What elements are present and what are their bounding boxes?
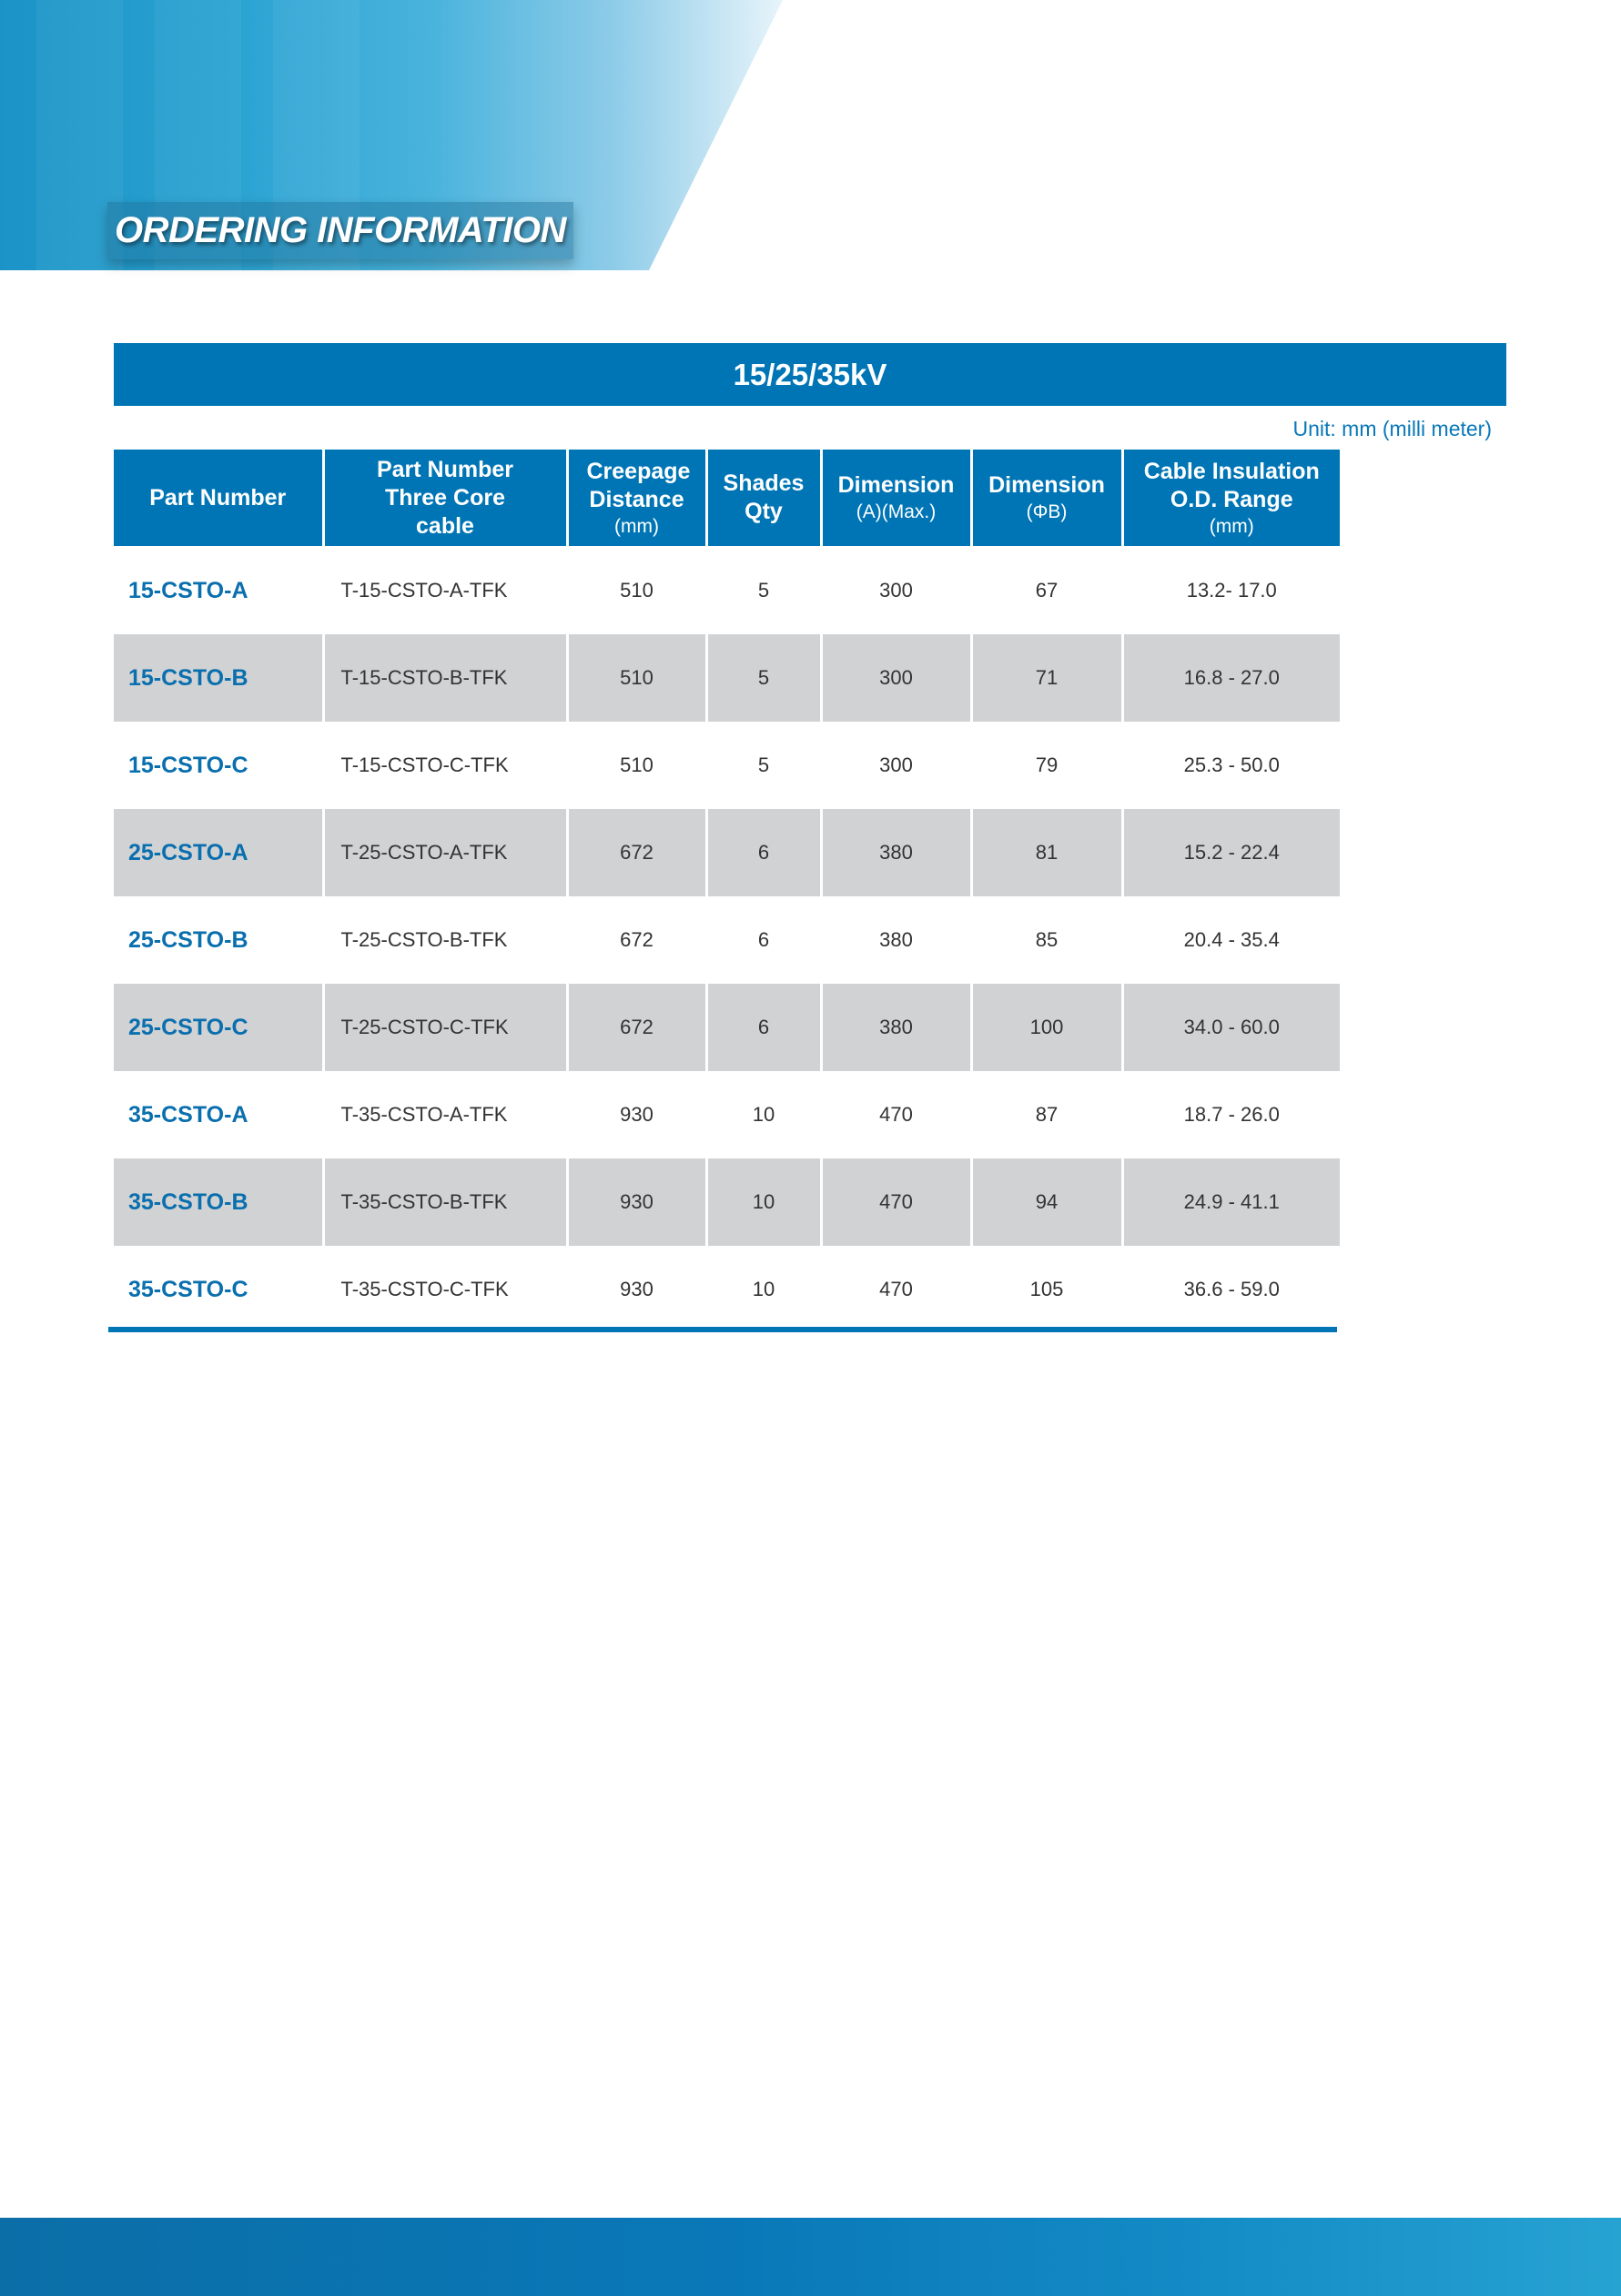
table-cell: 300	[821, 634, 971, 722]
column-header-label: Shades Qty	[723, 470, 805, 524]
ordering-table	[114, 450, 1340, 1333]
three-core-part-number-cell: T-35-CSTO-C-TFK	[323, 1246, 567, 1333]
column-header	[706, 450, 821, 547]
table-cell: 380	[821, 984, 971, 1071]
table-cell: 930	[567, 1071, 706, 1158]
table-cell: 300	[821, 547, 971, 635]
table-cell: 34.0 - 60.0	[1122, 984, 1340, 1071]
table-cell: 24.9 - 41.1	[1122, 1158, 1340, 1246]
column-header	[114, 450, 323, 547]
table-cell: 15.2 - 22.4	[1122, 809, 1340, 896]
column-header-label: Part Number	[149, 484, 287, 511]
three-core-part-number-cell: T-15-CSTO-A-TFK	[323, 547, 567, 635]
table-cell: 85	[971, 896, 1122, 984]
table-cell: 470	[821, 1158, 971, 1246]
column-header	[821, 450, 971, 547]
table-cell: 13.2- 17.0	[1186, 579, 1277, 602]
part-number-cell: 35-CSTO-A	[114, 1071, 323, 1158]
column-header-label: Part Number Three Core cable	[376, 456, 514, 539]
column-header	[567, 450, 706, 547]
table-bottom-rule	[108, 1327, 1337, 1332]
page-title: ORDERING INFORMATION	[115, 210, 566, 250]
table-cell: 105	[971, 1246, 1122, 1333]
column-header-unit: (ΦB)	[1026, 501, 1068, 522]
table-row	[114, 1071, 1340, 1158]
column-header-unit: (A)(Max.)	[856, 501, 937, 522]
part-number-cell: 35-CSTO-B	[114, 1158, 323, 1246]
table-cell: 5	[706, 722, 821, 809]
three-core-part-number-cell: T-15-CSTO-C-TFK	[323, 722, 567, 809]
column-header	[323, 450, 567, 547]
three-core-part-number-cell: T-25-CSTO-B-TFK	[323, 896, 567, 984]
table-cell: 300	[821, 722, 971, 809]
table-cell: 16.8 - 27.0	[1122, 634, 1340, 722]
table-cell: 930	[567, 1158, 706, 1246]
table-row	[114, 634, 1340, 722]
column-header-unit: (mm)	[1209, 515, 1254, 537]
part-number-cell: 25-CSTO-A	[114, 809, 323, 896]
table-cell: 672	[567, 984, 706, 1071]
table-cell: 36.6 - 59.0	[1183, 1278, 1280, 1300]
column-header-label: Dimension	[988, 472, 1105, 498]
column-header-label: Cable Insulation O.D. Range	[1143, 458, 1320, 512]
table-cell: 380	[821, 809, 971, 896]
table-cell: 67	[971, 547, 1122, 635]
table-row	[114, 1246, 1340, 1333]
table-cell: 380	[821, 896, 971, 984]
table-cell: 6	[706, 896, 821, 984]
table-row	[114, 809, 1340, 896]
part-number-cell: 25-CSTO-C	[114, 984, 323, 1071]
table-cell: 25.3 - 50.0	[1183, 754, 1280, 776]
table-cell: 470	[821, 1071, 971, 1158]
part-number-cell: 15-CSTO-C	[114, 722, 323, 809]
column-header-label: Creepage Distance	[586, 458, 691, 512]
table-cell: 6	[706, 809, 821, 896]
table-cell: 20.4 - 35.4	[1183, 928, 1280, 951]
voltage-class-banner: 15/25/35kV	[114, 343, 1506, 406]
three-core-part-number-cell: T-15-CSTO-B-TFK	[323, 634, 567, 722]
footer-band	[0, 2218, 1621, 2296]
table-cell: 510	[567, 634, 706, 722]
table-cell: 81	[971, 809, 1122, 896]
three-core-part-number-cell: T-35-CSTO-B-TFK	[323, 1158, 567, 1246]
table-cell: 930	[567, 1246, 706, 1333]
table-cell: 470	[821, 1246, 971, 1333]
column-header-label: Dimension	[837, 472, 955, 498]
table-cell: 672	[567, 809, 706, 896]
unit-note: Unit: mm (milli meter)	[1292, 417, 1492, 440]
table-row	[114, 1158, 1340, 1246]
table-body	[114, 547, 1340, 1334]
table-row	[114, 722, 1340, 809]
table-row	[114, 984, 1340, 1071]
table-row	[114, 896, 1340, 984]
column-header	[971, 450, 1122, 547]
part-number-cell: 35-CSTO-C	[114, 1246, 323, 1333]
part-number-cell: 15-CSTO-A	[114, 547, 323, 635]
table-header-row	[114, 450, 1340, 547]
table-cell: 10	[706, 1158, 821, 1246]
table-cell: 5	[706, 547, 821, 635]
table-cell: 672	[567, 896, 706, 984]
table-row	[114, 547, 1340, 635]
table-cell: 10	[706, 1071, 821, 1158]
table-cell: 5	[706, 634, 821, 722]
table-cell: 87	[971, 1071, 1122, 1158]
three-core-part-number-cell: T-35-CSTO-A-TFK	[323, 1071, 567, 1158]
table-cell: 18.7 - 26.0	[1183, 1103, 1280, 1126]
table-cell: 94	[971, 1158, 1122, 1246]
table-cell: 510	[567, 547, 706, 635]
column-header-unit: (mm)	[614, 515, 659, 537]
three-core-part-number-cell: T-25-CSTO-C-TFK	[323, 984, 567, 1071]
column-header	[1122, 450, 1340, 547]
table-cell: 79	[971, 722, 1122, 809]
part-number-cell: 25-CSTO-B	[114, 896, 323, 984]
part-number-cell: 15-CSTO-B	[114, 634, 323, 722]
table-cell: 510	[567, 722, 706, 809]
table-cell: 6	[706, 984, 821, 1071]
table-cell: 71	[971, 634, 1122, 722]
table-cell: 10	[706, 1246, 821, 1333]
three-core-part-number-cell: T-25-CSTO-A-TFK	[323, 809, 567, 896]
table-cell: 100	[971, 984, 1122, 1071]
